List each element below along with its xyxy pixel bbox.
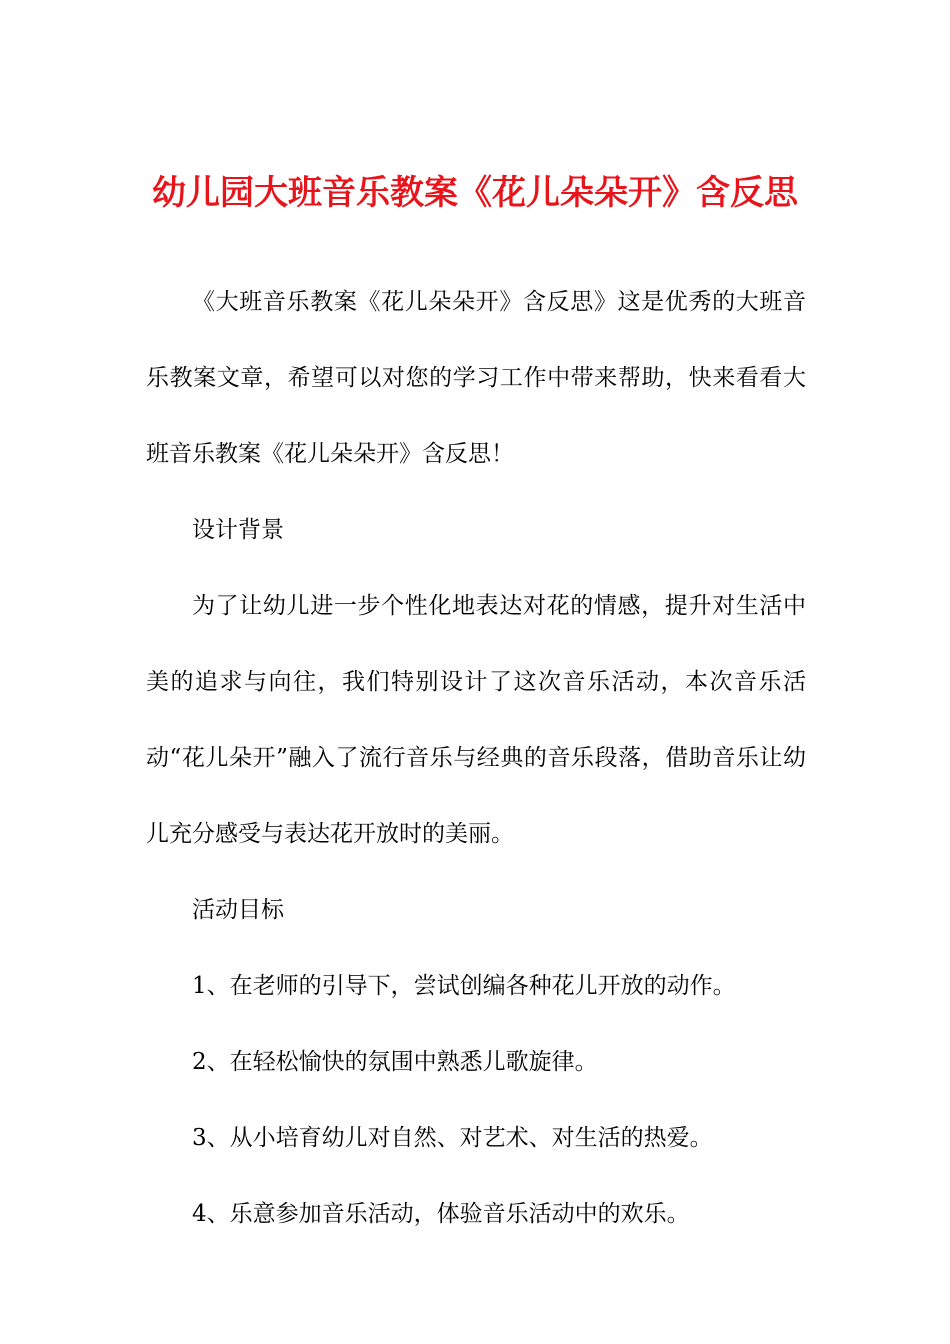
- section-heading-design-background: 设计背景: [192, 517, 284, 543]
- goal-item-2: 2、在轻松愉快的氛围中熟悉儿歌旋律。: [192, 1049, 598, 1075]
- goal-item-3: 3、从小培育幼儿对自然、对艺术、对生活的热爱。: [192, 1125, 713, 1151]
- intro-paragraph: 《大班音乐教案《花儿朵朵开》含反思》这是优秀的大班音乐教案文章，希望可以对您的学习工作中带来帮助，快来看看大班音乐教案《花儿朵朵开》含反思！: [146, 289, 806, 467]
- section-heading-activity-goals: 活动目标: [192, 897, 284, 923]
- goal-item-1: 1、在老师的引导下，尝试创编各种花儿开放的动作。: [192, 973, 736, 999]
- design-background-paragraph: 为了让幼儿进一步个性化地表达对花的情感，提升对生活中美的追求与向往，我们特别设计了这次音乐活动，本次音乐活动“花儿朵开”融入了流行音乐与经典的音乐段落，借助音乐让幼儿充分感受与表达花开放时的美丽。: [146, 593, 806, 847]
- goal-item-4: 4、乐意参加音乐活动，体验音乐活动中的欢乐。: [192, 1201, 690, 1227]
- document-title: 幼儿园大班音乐教案《花儿朵朵开》含反思: [152, 172, 798, 213]
- document-body: [146, 264, 806, 1252]
